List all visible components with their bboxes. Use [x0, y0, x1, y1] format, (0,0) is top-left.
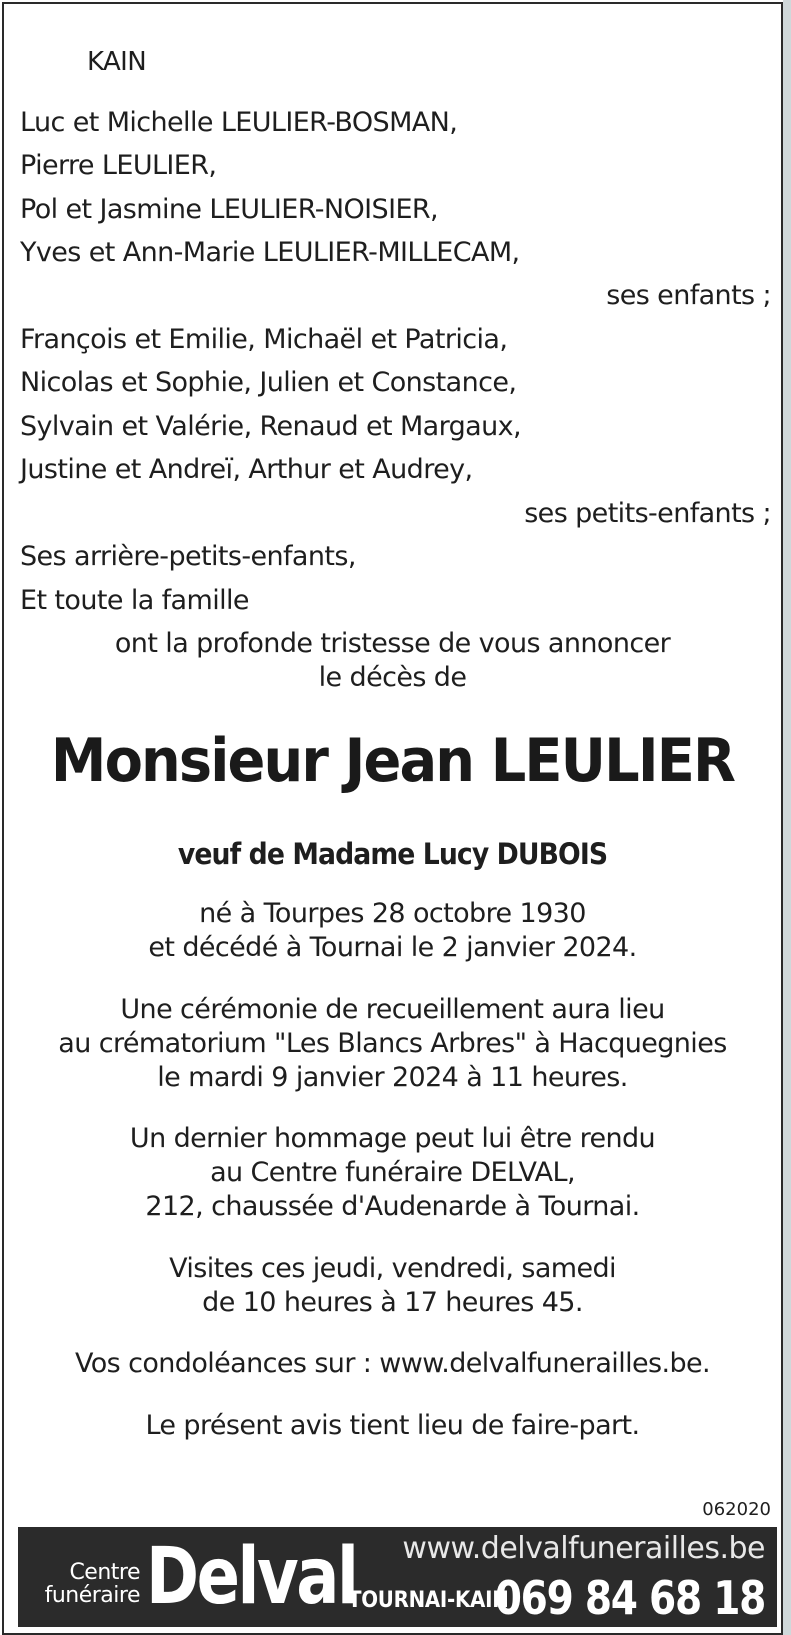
website-url: www.delvalfunerailles.be	[402, 1531, 765, 1566]
city-heading: KAIN	[87, 47, 147, 77]
centre-funeraire-label	[28, 1561, 140, 1607]
centre-label-line-2: funéraire	[44, 1583, 140, 1608]
scrollbar[interactable]	[783, 0, 791, 1635]
grandchildren-label: ses petits-enfants ;	[524, 498, 771, 529]
homage-line-1: Un dernier hommage peut lui être rendu	[129, 1123, 656, 1154]
grandchild-line-1: François et Emilie, Michaël et Patricia,	[20, 324, 508, 355]
announcement-line-2: le décès de	[318, 662, 467, 693]
grandchild-line-2: Nicolas et Sophie, Julien et Constance,	[20, 367, 517, 398]
homage-line-3: 212, chaussée d'Audenarde à Tournai.	[145, 1191, 640, 1222]
banner-city: TOURNAI-KAIN	[348, 1588, 509, 1613]
ceremony-line-3: le mardi 9 janvier 2024 à 11 heures.	[157, 1062, 628, 1093]
grandchild-line-3: Sylvain et Valérie, Renaud et Margaux,	[20, 411, 521, 442]
child-line-2: Pierre LEULIER,	[20, 150, 217, 181]
phone-number: 069 84 68 18	[494, 1571, 765, 1625]
faire-part-line: Le présent avis tient lieu de faire-part.	[145, 1410, 640, 1441]
widow-of: veuf de Madame Lucy DUBOIS	[177, 837, 608, 871]
child-line-1: Luc et Michelle LEULIER-BOSMAN,	[20, 107, 458, 138]
condolences-line: Vos condoléances sur : www.delvalfunerailles.be.	[74, 1348, 710, 1379]
homage-line-2: au Centre funéraire DELVAL,	[210, 1157, 575, 1188]
children-label: ses enfants ;	[606, 280, 771, 311]
grandchild-line-4: Justine et Andreï, Arthur et Audrey,	[20, 454, 473, 485]
death-line: et décédé à Tournai le 2 janvier 2024.	[148, 932, 637, 963]
child-line-4: Yves et Ann-Marie LEULIER-MILLECAM,	[20, 237, 520, 268]
family-line-2: Et toute la famille	[20, 585, 249, 616]
funeral-notice	[2, 2, 783, 1635]
child-line-3: Pol et Jasmine LEULIER-NOISIER,	[20, 194, 439, 225]
reference-number: 062020	[702, 1499, 771, 1520]
family-line-1: Ses arrière-petits-enfants,	[20, 541, 356, 572]
visits-line-1: Visites ces jeudi, vendredi, samedi	[169, 1253, 616, 1284]
announcement-line-1: ont la profonde tristesse de vous annoncer	[114, 628, 671, 659]
funeral-home-banner	[18, 1527, 777, 1627]
birth-line: né à Tourpes 28 octobre 1930	[199, 898, 586, 929]
centre-label-line-1: Centre	[69, 1560, 140, 1585]
ceremony-line-1: Une cérémonie de recueillement aura lieu	[120, 994, 665, 1025]
brand-logo-text: Delval	[146, 1532, 357, 1622]
ceremony-line-2: au crématorium "Les Blancs Arbres" à Hacquegnies	[58, 1028, 727, 1059]
deceased-name: Monsieur Jean LEULIER	[50, 726, 735, 796]
visits-line-2: de 10 heures à 17 heures 45.	[202, 1287, 583, 1318]
